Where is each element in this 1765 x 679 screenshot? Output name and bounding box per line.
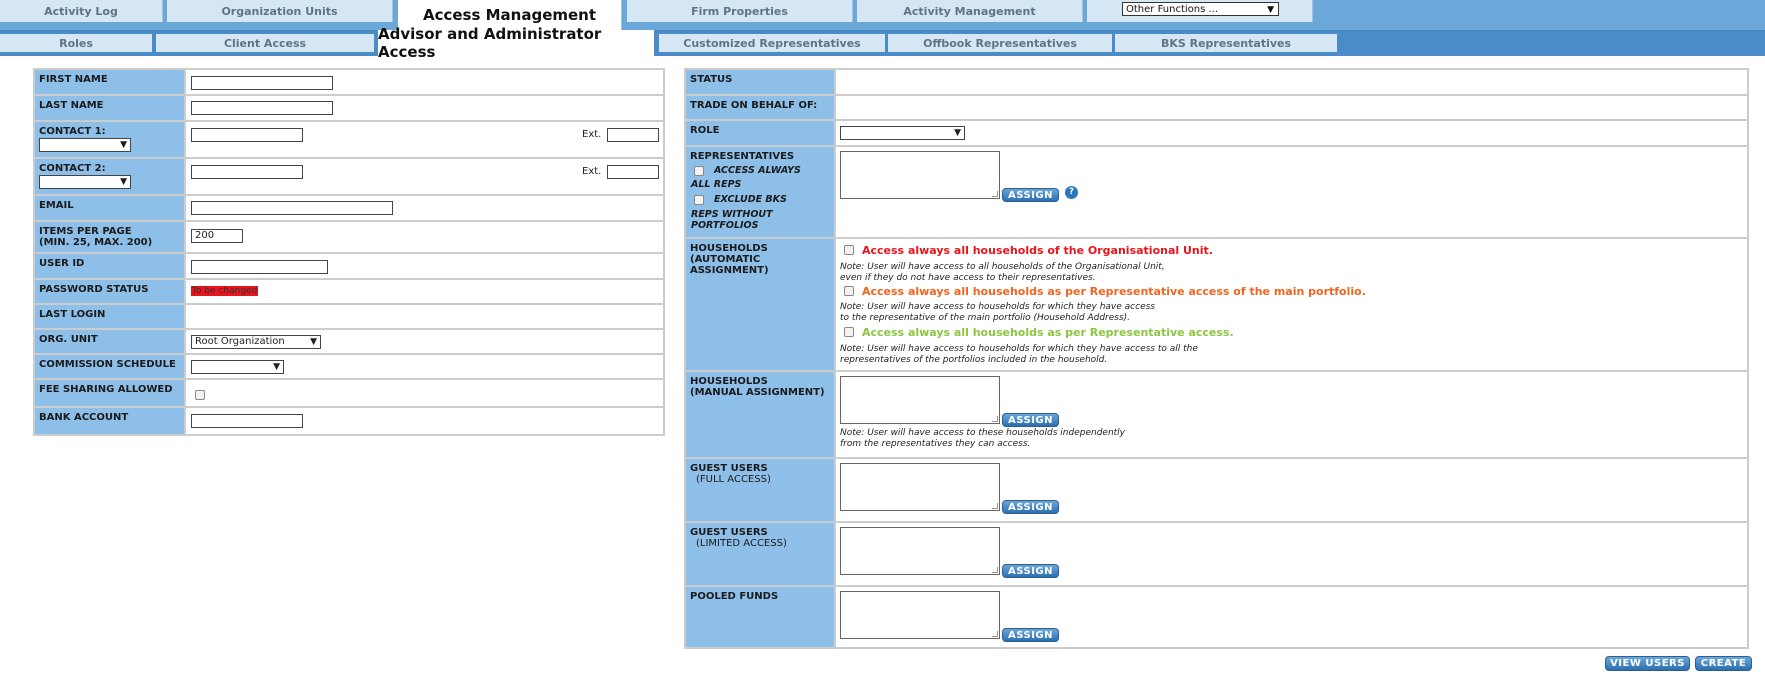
households-org-unit-label: Access always all households of the Organisational Unit. (862, 244, 1213, 257)
households-auto-label-2: (AUTOMATIC (690, 254, 761, 265)
contact-2-input[interactable] (191, 165, 303, 179)
fee-sharing-cell (186, 380, 663, 406)
representatives-assign-button[interactable]: ASSIGN (1002, 188, 1059, 202)
note-line: from the representatives they can access. (840, 439, 1031, 449)
row-guest-limited (686, 523, 1747, 587)
contact-1-cell (35, 122, 186, 157)
last-name-label: LAST NAME (35, 96, 186, 120)
last-login-label: LAST LOGIN (35, 305, 186, 328)
first-name-input[interactable] (191, 76, 333, 90)
guest-limited-value-cell (836, 523, 1747, 585)
contact-2-ext-input[interactable] (607, 165, 659, 179)
households-manual-note (840, 428, 1125, 450)
bank-account-input[interactable] (191, 414, 303, 428)
households-main-portfolio-checkbox[interactable] (844, 286, 854, 296)
role-select[interactable] (840, 126, 965, 140)
row-bank-account (35, 408, 663, 434)
row-password-status (35, 280, 663, 305)
fee-sharing-label: FEE SHARING ALLOWED (35, 380, 186, 406)
other-functions-select[interactable] (1122, 2, 1279, 16)
households-manual-textarea[interactable] (840, 376, 1000, 424)
pooled-funds-value-cell (836, 587, 1747, 647)
last-name-cell (186, 96, 663, 120)
tab-label: Customized Representatives (683, 36, 861, 50)
org-unit-cell (186, 330, 663, 353)
chevron-down-icon: ▼ (310, 337, 317, 347)
commission-schedule-select[interactable] (191, 360, 284, 374)
reps-without-label: REPS WITHOUT (691, 209, 773, 220)
households-org-unit-note (840, 262, 1165, 284)
tab-other-functions (1087, 0, 1313, 22)
tab-label: Activity Management (903, 4, 1036, 18)
row-items-per-page (35, 222, 663, 254)
top-tab-bar (0, 0, 1765, 30)
note-line: Note: User will have access to households for which they have access to all the (840, 344, 1198, 354)
select-value: Root Organization (195, 336, 285, 347)
row-trade-on-behalf (686, 96, 1747, 121)
first-name-label: FIRST NAME (35, 70, 186, 94)
note-line: representatives of the portfolios included in the household. (840, 355, 1108, 365)
last-name-input[interactable] (191, 101, 333, 115)
items-per-page-input[interactable]: 200 (191, 229, 243, 243)
guest-limited-label-2: (LIMITED ACCESS) (696, 538, 787, 549)
exclude-bks-label: EXCLUDE BKS (714, 194, 787, 205)
create-button[interactable]: CREATE (1695, 656, 1752, 671)
note-line: Note: User will have access to these households independently (840, 428, 1126, 438)
tab-label: Roles (59, 36, 93, 50)
password-status-badge: To be changed (192, 286, 258, 296)
password-status-cell (186, 280, 663, 303)
representatives-cell (686, 147, 836, 237)
tab-label: Offbook Representatives (923, 36, 1077, 50)
households-auto-label: HOUSEHOLDS (690, 243, 768, 254)
reps-without-portfolios-label: PORTFOLIOS (691, 220, 759, 231)
note-line: Note: User will have access to households for which they have access (840, 302, 1155, 312)
select-value: Other Functions ... (1126, 4, 1219, 15)
households-manual-label-2: (MANUAL ASSIGNMENT) (690, 387, 825, 398)
chevron-down-icon: ▼ (273, 362, 280, 372)
user-details-form (33, 68, 665, 436)
pooled-funds-assign-button[interactable]: ASSIGN (1002, 628, 1059, 642)
row-first-name (35, 70, 663, 96)
contact-1-ext-input[interactable] (607, 128, 659, 142)
households-main-portfolio-label: Access always all households as per Representative access of the main portfolio. (862, 285, 1366, 298)
tab-activity-management[interactable] (857, 0, 1083, 22)
guest-full-cell (686, 459, 836, 521)
trade-on-behalf-label: TRADE ON BEHALF OF: (686, 96, 836, 119)
contact-2-label: CONTACT 2: (39, 163, 106, 174)
contact-2-value-cell (186, 159, 663, 194)
row-contact-1 (35, 122, 663, 159)
contact-2-cell (35, 159, 186, 194)
exclude-bks-checkbox[interactable] (694, 195, 704, 205)
guest-full-assign-button[interactable]: ASSIGN (1002, 500, 1059, 514)
items-per-page-range: (MIN. 25, MAX. 200) (39, 237, 153, 248)
items-per-page-value-cell (186, 222, 663, 252)
tab-firm-properties[interactable] (627, 0, 853, 22)
households-rep-access-checkbox[interactable] (844, 327, 854, 337)
tab-activity-log[interactable] (0, 0, 163, 22)
contact-1-value-cell (186, 122, 663, 157)
subtab-advisor-admin-access[interactable] (378, 25, 654, 61)
ext-label: Ext. (582, 166, 602, 177)
tab-label: Advisor and Administrator Access (378, 25, 602, 61)
bank-account-label: BANK ACCOUNT (35, 408, 186, 434)
households-main-portfolio-note (840, 302, 1155, 324)
row-fee-sharing (35, 380, 663, 408)
guest-full-label: GUEST USERS (690, 463, 768, 474)
commission-schedule-label: COMMISSION SCHEDULE (35, 355, 186, 378)
contact-1-type-select[interactable] (39, 138, 131, 152)
households-manual-label: HOUSEHOLDS (690, 376, 768, 387)
access-settings-form (684, 68, 1749, 649)
guest-limited-assign-button[interactable]: ASSIGN (1002, 564, 1059, 578)
pooled-funds-label: POOLED FUNDS (686, 587, 836, 647)
role-label: ROLE (686, 121, 836, 145)
representatives-value-cell (836, 147, 1747, 237)
subtab-offbook-reps[interactable] (888, 34, 1112, 52)
chevron-down-icon: ▼ (1267, 5, 1274, 15)
tab-label: Client Access (223, 36, 307, 50)
households-auto-label-3: ASSIGNMENT) (690, 265, 769, 276)
status-label: STATUS (686, 70, 836, 94)
fee-sharing-checkbox[interactable] (195, 390, 205, 400)
chevron-down-icon: ▼ (120, 177, 127, 187)
guest-limited-label: GUEST USERS (690, 527, 768, 538)
email-label: EMAIL (35, 196, 186, 220)
org-unit-select[interactable] (191, 335, 321, 349)
note-line: even if they do not have access to their representatives. (840, 273, 1096, 283)
all-reps-label: ALL REPS (691, 179, 742, 190)
pooled-funds-textarea[interactable] (840, 591, 1000, 639)
row-last-name (35, 96, 663, 122)
tab-label: Organization Units (221, 4, 338, 18)
tab-organization-units[interactable] (167, 0, 393, 22)
guest-full-label-2: (FULL ACCESS) (696, 474, 771, 485)
view-users-button[interactable]: VIEW USERS (1605, 656, 1690, 671)
households-rep-access-note (840, 344, 1198, 366)
tab-label: Activity Log (44, 4, 118, 18)
households-rep-access-label: Access always all households as per Representative access. (862, 326, 1234, 339)
subtab-bks-reps[interactable] (1115, 34, 1337, 52)
contact-1-input[interactable] (191, 128, 303, 142)
items-per-page-label: ITEMS PER PAGE (39, 226, 132, 237)
row-pooled-funds (686, 587, 1747, 647)
row-commission-schedule (35, 355, 663, 380)
row-last-login (35, 305, 663, 330)
password-status-label: PASSWORD STATUS (35, 280, 186, 303)
households-manual-cell (686, 372, 836, 457)
subtab-client-access[interactable] (156, 34, 374, 52)
households-manual-value-cell (836, 372, 1747, 457)
bank-account-cell (186, 408, 663, 434)
row-role (686, 121, 1747, 147)
row-guest-full (686, 459, 1747, 523)
chevron-down-icon: ▼ (954, 128, 961, 138)
commission-schedule-cell (186, 355, 663, 378)
subtab-roles[interactable] (0, 34, 152, 52)
row-email (35, 196, 663, 222)
note-line: to the representative of the main portfolio (Household Address). (840, 313, 1131, 323)
help-icon[interactable]: ? (1065, 186, 1078, 199)
households-org-unit-checkbox[interactable] (844, 245, 854, 255)
guest-limited-cell (686, 523, 836, 585)
ext-label: Ext. (582, 129, 602, 140)
guest-full-value-cell (836, 459, 1747, 521)
row-org-unit (35, 330, 663, 355)
chevron-down-icon: ▼ (120, 140, 127, 150)
row-households-manual (686, 372, 1747, 459)
user-id-label: USER ID (35, 254, 186, 278)
contact-2-type-select[interactable] (39, 175, 131, 189)
row-households-automatic (686, 239, 1747, 372)
sub-tab-bar (0, 25, 1765, 61)
households-auto-value-cell (836, 239, 1747, 370)
email-input[interactable] (191, 201, 393, 215)
tab-label: Firm Properties (691, 4, 788, 18)
tab-label: BKS Representatives (1160, 36, 1292, 50)
households-auto-cell (686, 239, 836, 370)
representatives-textarea[interactable] (840, 151, 1000, 199)
items-per-page-cell (35, 222, 186, 252)
row-user-id (35, 254, 663, 280)
role-cell (836, 121, 1747, 145)
guest-full-textarea[interactable] (840, 463, 1000, 511)
access-always-checkbox[interactable] (694, 166, 704, 176)
row-representatives (686, 147, 1747, 239)
note-line: Note: User will have access to all households of the Organisational Unit, (840, 262, 1165, 272)
contact-1-label: CONTACT 1: (39, 126, 106, 137)
email-cell (186, 196, 663, 220)
user-id-cell (186, 254, 663, 278)
households-manual-assign-button[interactable]: ASSIGN (1002, 413, 1059, 427)
row-status (686, 70, 1747, 96)
representatives-label: REPRESENTATIVES (690, 151, 795, 162)
user-id-input[interactable] (191, 260, 328, 274)
tab-label: Access Management (422, 6, 597, 24)
org-unit-label: ORG. UNIT (35, 330, 186, 353)
access-always-label: ACCESS ALWAYS (714, 165, 801, 176)
first-name-cell (186, 70, 663, 94)
guest-limited-textarea[interactable] (840, 527, 1000, 575)
row-contact-2 (35, 159, 663, 196)
subtab-customized-reps[interactable] (659, 34, 885, 52)
